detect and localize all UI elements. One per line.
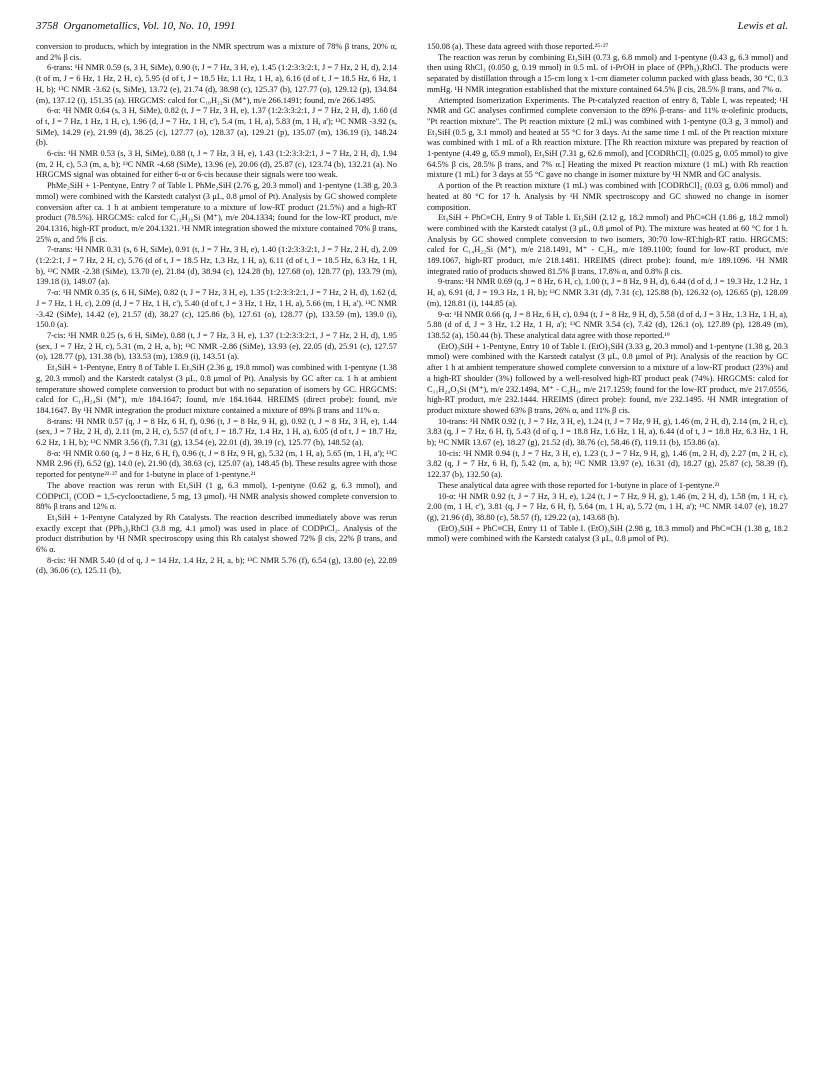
paragraph: The above reaction was rerun with Et₃SiH (1 g, 6.3 mmol), 1-pentyne (0.62 g, 6.3 mmol), and CODPtCl₂ (COD = 1,5-cyclooctadiene, 5 mg, 13 μmol). ¹H NMR analysis showed complete conversion to 88% β trans and 12% α.	[36, 480, 397, 512]
paragraph: 6-cis: ¹H NMR 0.53 (s, 3 H, SiMe), 0.88 (t, J = 7 Hz, 3 H, e), 1.43 (1:2:3:3:2:1, J = 7 Hz, 2 H, d), 1.94 (m, 2 H, c), 5.3 (m, a, b); ¹³C NMR -4.68 (SiMe), 13.96 (e), 20.06 (d), 25.87 (c), 123.74 (b), 132.21 (a). No HRGCMS signal was obtained for either 6-α or 6-cis because their signals were too weak.	[36, 149, 397, 180]
paragraph: 9-trans: ¹H NMR 0.69 (q, J = 8 Hz, 6 H, c), 1.00 (t, J = 8 Hz, 9 H, d), 6.44 (d of d, J = 19.3 Hz, 1.2 Hz, 1 H, a), 6.91 (d, J = 19.3 Hz, 1 H, b); ¹³C NMR 3.31 (d), 7.31 (c), 125.88 (b), 126.32 (o), 126.65 (p), 128.09 (m), 128.81 (i), 144.85 (a).	[427, 277, 788, 308]
paragraph: 7-trans: ¹H NMR 0.31 (s, 6 H, SiMe), 0.91 (t, J = 7 Hz, 3 H, e), 1.40 (1:2:3:3:2:1, J = 7 Hz, 2 H, d), 2.09 (1:2:2:1, J = 7 Hz, 2 H, c), 5.76 (d of t, J = 18.5 Hz, 1.3 Hz, 1 H, a), 6.11 (d of t, J = 18.5 Hz, 6.3 Hz, 1 H, b), ¹³C NMR -2.38 (SiMe), 13.70 (e), 21.84 (d), 38.94 (c), 124.28 (b), 127.68 (o), 128.77 (p), 133.79 (m), 139.18 (i), 149.07 (a).	[36, 245, 397, 287]
paragraph: 6-α: ¹H NMR 0.64 (s, 3 H, SiMe), 0.82 (t, J = 7 Hz, 3 H, e), 1.37 (1:2:3:3:2:1, J = 7 Hz, 2 H, d), 1.60 (d of t, J = 7 Hz, 1 Hz, 1 H, c), 1.96 (d, J = 7 Hz, 1 H, c'), 5.4 (m, 1 H, a), 5.83 (m, 1 H, a'); ¹³C NMR -3.92 (s, SiMe), 14.29 (e), 21.99 (d), 38.25 (c), 127.77 (o), 128.37 (a), 129.21 (p), 135.07 (m), 136.19 (i), 148.24 (b).	[36, 106, 397, 148]
paragraph: 8-α: ¹H NMR 0.60 (q, J = 8 Hz, 6 H, f), 0.96 (t, J = 8 Hz, 9 H, g), 5.32 (m, 1 H, a), 5.65 (m, 1 H, a'); ¹³C NMR 2.96 (f), 6.52 (g), 14.0 (e), 21.90 (d), 38.63 (c), 125.07 (a), 148.45 (b). These results agree with those reported for pentyne²²·²⁷ and for 1-butyne in place of 1-pentyne.²¹	[36, 448, 397, 480]
left-column	[36, 42, 397, 1050]
paragraph: 8-cis: ¹H NMR 5.40 (d of q, J = 14 Hz, 1.4 Hz, 2 H, a, b); ¹³C NMR 5.76 (f), 6.54 (g), 13.80 (e), 22.89 (d), 36.06 (c), 125.11 (b),	[36, 555, 397, 576]
paragraph: 6-trans: ¹H NMR 0.59 (s, 3 H, SiMe), 0.90 (t, J = 7 Hz, 3 H, e), 1.45 (1:2:3:3:2:1, J = 7 Hz, 2 H, d), 2.14 (t of m, J = 6 Hz, 1 Hz, 2 H, c), 5.95 (d of t, J = 18.5 Hz, 1.1 Hz, 1 H, a), 6.16 (d of t, J = 18.5 Hz, 6 Hz, 1 H, b); ¹³C NMR -3.62 (s, SiMe), 13.72 (e), 21.74 (d), 38.98 (c), 125.37 (b), 127.77 (o), 129.12 (p), 134.84 (m), 137.12 (i), 151.35 (a). HRGCMS: calcd for C₁₈H₂₂Si (M⁺), m/e 266.1491; found, m/e 266.1495.	[36, 63, 397, 105]
right-column	[427, 42, 788, 1050]
journal-citation: Organometallics, Vol. 10, No. 10, 1991	[63, 20, 236, 32]
paragraph: Et₃SiH + 1-Pentyne, Entry 8 of Table I. Et₃SiH (2.36 g, 19.8 mmol) was combined with 1-pentyne (1.38 g, 20.3 mmol) and the Karstedt catalyst (3 μL, 0.8 μmol of Pt). Analysis by GC after ca. 1 h at ambient temperature showed complete conversion to product but with no separation of isomers by GC. HRGCMS: calcd for C₁₁H₂₄Si (M⁺), m/e 184.1647; found, m/e 184.1644. HREIMS (direct probe): found, m/e 184.1647. By ¹H NMR integration the product mixture contained a mixture of 89% β trans and 11% α.	[36, 363, 397, 415]
journal-page	[36, 20, 788, 1054]
paragraph: PhMe₂SiH + 1-Pentyne, Entry 7 of Table I. PhMe₂SiH (2.76 g, 20.3 mmol) and 1-pentyne (1.38 g, 20.3 mmol) were combined with the Karstedt catalyst (3 μL, 0.8 μmol of Pt). Analysis by GC showed complete conversion after ca. 1 h at ambient temperature to a mixture of low-RT product (21.5%) and a high-RT product (78.5%). HRGCMS: calcd for C₁₃H₂₀Si (M⁺), m/e 204.1334; found for the low-RT product, m/e 204.1316, high-RT product, m/e 204.1321. ¹H NMR integration showed the mixture contained 70% β trans, 25% α, and 5% β cis.	[36, 181, 397, 244]
paragraph: (EtO)₃SiH + 1-Pentyne, Entry 10 of Table I. (EtO)₃SiH (3.33 g, 20.3 mmol) and 1-pentyne (1.38 g, 20.3 mmol) were combined with the Karstedt catalyst (3 μL, 0.8 μmol of Pt). Analysis of the reaction by GC after 1 h at ambient temperature showed complete conversion to a mixture of a low-RT product (23%) and a high-RT shoulder (3%) followed by a well-resolved high-RT product peak (74%). HRGCMS: calcd for C₁₁H₂₄O₃Si (M⁺), m/e 232.1494, M⁺ - C₂H₅, m/e 217.1259; found for the low-RT product, m/e 217.0556, high-RT product, m/e 232.1444. HREIMS (direct probe): found, m/e 232.1495. ¹H NMR integration of product mixture showed 63% β trans, 26% α, and 11% β cis.	[427, 341, 788, 415]
running-header	[36, 20, 788, 36]
paragraph: Attempted Isomerization Experiments. The Pt-catalyzed reaction of entry 8, Table I, was repeated; ¹H NMR and GC analyses confirmed complete conversion to the 89% β-trans- and 11% α-olefinic products, "Pt reaction mixture". The Pt reaction mixture (2 mL) was combined with 1-pentyne (0.3 g, 3 mmol) and Et₃SiH (0.5 g, 3.1 mmol) and heated at 55 °C for 3 days. At the same time 1 mL of the Pt reaction mixture was combined with 1 mL of a Rh reaction mixture. [The Rh reaction mixture was prepared by reaction of 1-pentyne (4.49 g, 65.9 mmol), Et₃SiH (7.31 g, 62.6 mmol), and [CODRhCl]₂ (0.025 g, 0.05 mmol) to give 64.5% β cis, 28.5% β trans, and 7% α.] Heating the mixed Pt reaction mixture (1 mL) with Rh reaction mixture (1 mL) for 3 days at 55 °C gave no change in isomer mixture by ¹H NMR and GC analysis.	[427, 95, 788, 180]
paragraph: 10-trans: ¹H NMR 0.92 (t, J = 7 Hz, 3 H, e), 1.24 (t, J = 7 Hz, 9 H, g), 1.46 (m, 2 H, d), 2.14 (m, 2 H, c), 3.83 (q, J = 7 Hz, 6 H, f), 5.43 (d of q, J = 18.8 Hz, 1.6 Hz, 1 H, a), 6.44 (d of t, J = 18.8 Hz, 6.3 Hz, 1 H, b); ¹³C NMR 13.67 (e), 18.27 (g), 21.52 (d), 38.76 (c), 58.46 (f), 119.11 (b), 153.86 (a).	[427, 416, 788, 448]
paragraph: 7-cis: ¹H NMR 0.25 (s, 6 H, SiMe), 0.88 (t, J = 7 Hz, 3 H, e), 1.37 (1:2:3:3:2:1, J = 7 Hz, 2 H, d), 1.95 (sex, J = 7 Hz, 2 H, c), 5.31 (m, 2 H, a, b); ¹³C NMR -2.86 (SiMe), 13.93 (e), 22.05 (d), 25.91 (c), 127.57 (o), 128.77 (p), 131.38 (b), 133.53 (m), 138.9 (i), 143.51 (a).	[36, 330, 397, 362]
paragraph: The reaction was rerun by combining Et₃SiH (0.73 g, 6.8 mmol) and 1-pentyne (0.43 g, 6.3 mmol) and then using RhCl₃ (0.050 g, 0.19 mmol) in 0.5 mL of i-PrOH in place of (PPh₃)₃RhCl. The products were separated by distillation through a 15-cm long x 1-cm diameter column packed with glass beads, 30 °C, 0.3 mmHg. ¹H NMR integration established that the mixture contained 64.5% β cis, 28.5% β trans, and 7% α.	[427, 52, 788, 94]
paragraph: Et₃SiH + PhC≡CH, Entry 9 of Table I. Et₃SiH (2.12 g, 18.2 mmol) and PhC≡CH (1.86 g, 18.2 mmol) were combined with the Karstedt catalyst (3 μL, 0.8 μmol of Pt). The mixture was heated at 60 °C for 1 h. Analysis by GC showed complete conversion to two isomers, 30:70 low-RT:high-RT ratio. HRGCMS: calcd for C₁₄H₂₂Si (M⁺), m/e 218.1491, M⁺ - C₂H₅, m/e 189.1100; found for low-RT product, m/e 189.1067, high-RT product, m/e 218.1481. HREIMS (direct probe): found, m/e 189.1096. ¹H NMR integrated ratio of products showed 81.5% β trans, 17.8% α, and 0.8% β cis.	[427, 213, 788, 276]
paragraph: 10-α: ¹H NMR 0.92 (t, J = 7 Hz, 3 H, e), 1.24 (t, J = 7 Hz, 9 H, g), 1.46 (m, 2 H, d), 1.58 (m, 1 H, c), 2.00 (m, 1 H, c'), 3.81 (q, J = 7 Hz, 6 H, f), 5.64 (m, 1 H, a), 5.72 (m, 1 H, a'); ¹³C NMR 14.07 (e), 18.27 (g), 21.96 (d), 38.80 (c), 58.57 (f), 129.22 (a), 143.68 (b).	[427, 491, 788, 522]
header-left	[36, 20, 235, 32]
paragraph: 150.08 (a). These data agreed with those reported.²⁵·²⁷	[427, 42, 609, 51]
paragraph: 10-cis: ¹H NMR 0.94 (t, J = 7 Hz, 3 H, e), 1.23 (t, J = 7 Hz, 9 H, g), 1.46 (m, 2 H, d), 2.27 (m, 2 H, c), 3.82 (q, J = 7 Hz, 6 H, f), 5.42 (m, a, b); ¹³C NMR 13.97 (e), 16.31 (d), 18.27 (g), 25.87 (c), 58.39 (f), 122.37 (b), 132.50 (a).	[427, 448, 788, 480]
paragraph: These analytical data agree with those reported for 1-butyne in place of 1-pentyne.²¹	[438, 480, 720, 490]
paragraph: 9-α: ¹H NMR 0.66 (q, J = 8 Hz, 6 H, c), 0.94 (t, J = 8 Hz, 9 H, d), 5.58 (d of d, J = 3 Hz, 1.3 Hz, 1 H, a), 5.88 (d of d, J = 3 Hz, 1.2 Hz, 1 H, a'); ¹³C NMR 3.54 (c), 7.42 (d), 126.1 (o), 127.89 (p), 128.49 (m), 138.52 (a), 150.44 (b). These analytical data agree with those reported.¹⁹	[427, 309, 788, 340]
paragraph: 7-α: ¹H NMR 0.35 (s, 6 H, SiMe), 0.82 (t, J = 7 Hz, 3 H, e), 1.35 (1:2:3:3:2:1, J = 7 Hz, 2 H, d), 1.62 (d, J = 7 Hz, 1 H, c), 2.09 (d, J = 7 Hz, 1 H, c'), 5.40 (d of t, J = 3 Hz, 1 Hz, 1 H, a), 5.66 (m, 1 H, a'). ¹³C NMR -3.42 (SiMe), 14.42 (e), 21.57 (d), 38.27 (c), 125.86 (b), 127.61 (o), 128.77 (p), 133.59 (m), 139.0 (i), 150.0 (a).	[36, 288, 397, 330]
page-number: 3758	[36, 20, 58, 32]
paragraph: A portion of the Pt reaction mixture (1 mL) was combined with [CODRhCl]₂ (0.03 g, 0.06 mmol) and heated at 80 °C for 17 h. Analysis by ¹H NMR spectroscopy and GC showed no change in isomer composition.	[427, 181, 788, 212]
paragraph: conversion to products, which by integration in the NMR spectrum was a mixture of 78% β trans, 20% α, and 2% β cis.	[36, 42, 397, 62]
paragraph: 8-trans: ¹H NMR 0.57 (q, J = 8 Hz, 6 H, f), 0.96 (t, J = 8 Hz, 9 H, g), 0.92 (t, J = 8 Hz, 3 H, e), 1.44 (sex, J = 7 Hz, 2 H, d), 2.11 (m, 2 H, c), 5.57 (d of t, J = 18.7 Hz, 1.4 Hz, 1 H, a), 6.05 (d of t, J = 18.7 Hz, 6.2 Hz, 1 H, b); ¹³C NMR 3.56 (f), 7.31 (g), 13.54 (e), 22.01 (d), 39.19 (c), 125.77 (b), 148.52 (a).	[36, 416, 397, 448]
paragraph: (EtO)₃SiH + PhC≡CH, Entry 11 of Table I. (EtO)₃SiH (2.98 g, 18.3 mmol) and PhC≡CH (1.38 g, 18.2 mmol) were combined with the Karstedt catalyst (3 μL, 0.8 μmol of Pt).	[427, 523, 788, 544]
header-authors: Lewis et al.	[737, 20, 788, 32]
paragraph: Et₃SiH + 1-Pentyne Catalyzed by Rh Catalysts. The reaction described immediately above was rerun exactly except that (PPh₃)₃RhCl (3.8 mg, 4.1 μmol) was used in place of CODPtCl₂. Analysis of the product distribution by ¹H NMR spectroscopy using this Rh catalyst showed 72% β cis, 22% β trans, and 6% α.	[36, 512, 397, 555]
